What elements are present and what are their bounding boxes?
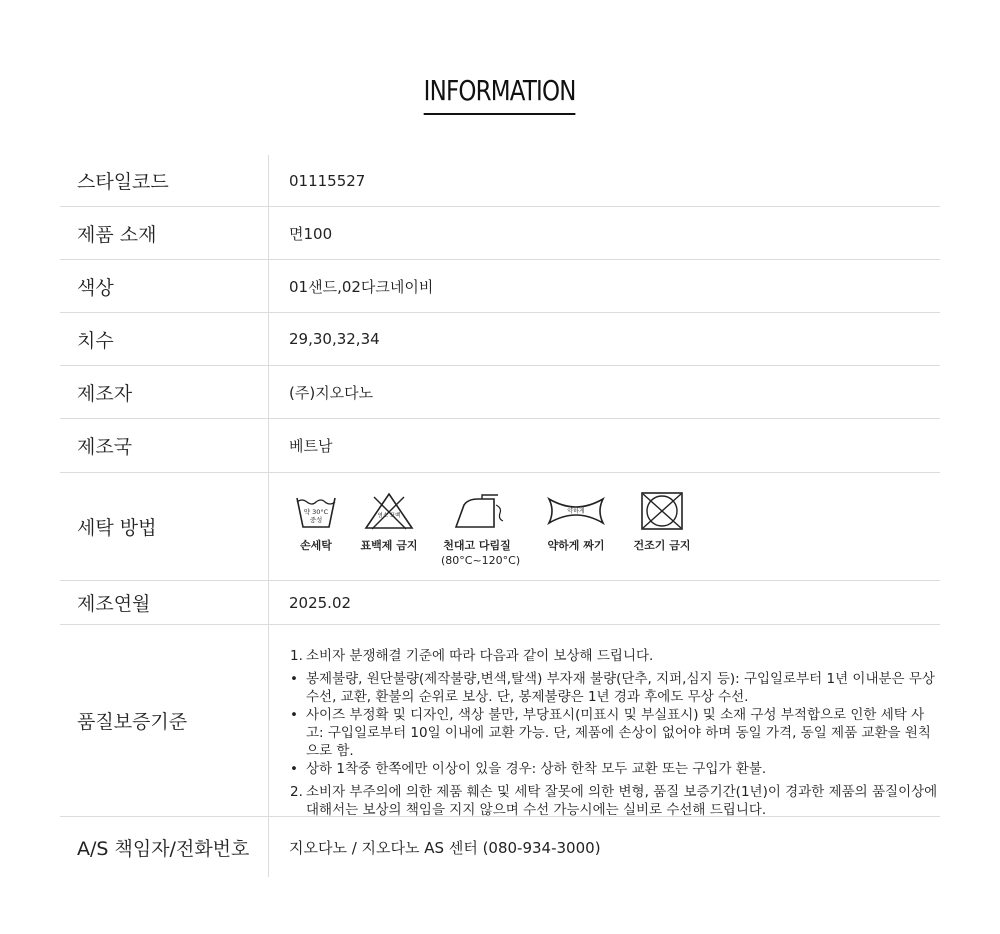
iron-icon — [448, 491, 506, 531]
hand-wash-caption: 손세탁 — [300, 539, 332, 552]
quality-item: • 사이즈 부정확 및 디자인, 색상 불만, 부당표시(미표시 및 부실표시) 및 소재 구성 부적합으로 인한 세탁 사고: 구입일로부터 10일 이내에 교환 가능. 단, 제품에 손상이 없어야 하며 동일 가격, 동일 제품 교환을 원칙으로 함. — [290, 707, 931, 759]
quality-text — [289, 647, 940, 819]
hand-wash-temp-text: 약 30°C — [303, 508, 329, 516]
as-value: 지오다노 / 지오다노 AS 센터 (080-934-3000) — [289, 838, 601, 857]
quality-label: 품질보증기준 — [77, 711, 188, 733]
wash-item-no-tumble-dry — [632, 491, 692, 553]
color-value: 01샌드,02다크네이비 — [289, 277, 434, 296]
no-tumble-dry-icon — [638, 491, 686, 531]
gentle-wring-icon — [545, 491, 607, 531]
row-as — [60, 817, 940, 877]
row-date — [60, 581, 940, 625]
product-info-table — [60, 155, 940, 877]
page-title: INFORMATION — [424, 72, 576, 115]
row-color — [60, 260, 940, 313]
maker-value: (주)지오다노 — [289, 383, 374, 402]
no-tumble-dry-caption: 건조기 금지 — [633, 539, 691, 552]
no-bleach-caption: 표백제 금지 — [360, 539, 418, 552]
country-value: 베트남 — [289, 437, 333, 455]
wash-item-iron — [441, 491, 521, 567]
wash-item-hand-wash — [289, 491, 343, 553]
quality-item: 2. 소비자 부주의에 의한 제품 훼손 및 세탁 잘못에 의한 변형, 품질 보증기간(1년)이 경과한 제품의 품질이상에 대해서는 보상의 책임을 지지 않으며 수선 가능시에는 실비로 수선해 드립니다. — [290, 784, 938, 818]
quality-item: • 상하 1착중 한쪽에만 이상이 있을 경우: 상하 한착 모두 교환 또는 구입가 환불. — [290, 761, 767, 777]
row-washing — [60, 473, 940, 581]
as-label: A/S 책임자/전화번호 — [77, 837, 250, 860]
information-header — [0, 72, 1000, 115]
material-label: 제품 소재 — [77, 223, 157, 246]
maker-label: 제조자 — [77, 382, 133, 405]
quality-item: • 봉제불량, 원단불량(제작불량,변색,탈색) 부자재 불량(단추, 지퍼,심지 등): 구입일로부터 1년 이내분은 무상수선, 교환, 환불의 순위로 보상. 단, 봉제불량은 1년 경과 후에도 무상 수선. — [290, 671, 935, 705]
style-code-label: 스타일코드 — [77, 171, 169, 193]
date-value: 2025.02 — [289, 593, 352, 612]
row-style-code — [60, 155, 940, 207]
wash-item-gentle-wring — [543, 491, 609, 553]
date-label: 제조연월 — [77, 593, 151, 615]
svg-text:중성: 중성 — [309, 516, 323, 524]
row-quality — [60, 625, 940, 817]
row-country — [60, 419, 940, 473]
wash-item-no-bleach — [359, 491, 419, 553]
row-maker — [60, 366, 940, 419]
size-label: 치수 — [77, 329, 114, 352]
row-material — [60, 207, 940, 260]
quality-item: 1. 소비자 분쟁해결 기준에 따라 다음과 같이 보상해 드립니다. — [290, 648, 654, 664]
washing-label: 세탁 방법 — [77, 517, 157, 539]
color-label: 색상 — [77, 276, 114, 299]
material-value: 면100 — [289, 224, 333, 243]
hand-wash-icon — [293, 491, 339, 531]
country-label: 제조국 — [77, 436, 133, 458]
gentle-wring-caption: 약하게 짜기 — [547, 539, 605, 552]
iron-temp-caption: (80°C~120°C) — [441, 554, 521, 567]
style-code-value: 01115527 — [289, 171, 366, 190]
iron-caption: 천대고 다림질 — [443, 539, 511, 552]
size-value: 29,30,32,34 — [289, 330, 380, 348]
washing-icons — [289, 473, 719, 580]
gentle-wring-text: 약하게 — [567, 508, 585, 515]
no-bleach-text: 염소 표백 — [377, 513, 401, 519]
row-size — [60, 313, 940, 366]
no-bleach-icon — [362, 491, 416, 531]
